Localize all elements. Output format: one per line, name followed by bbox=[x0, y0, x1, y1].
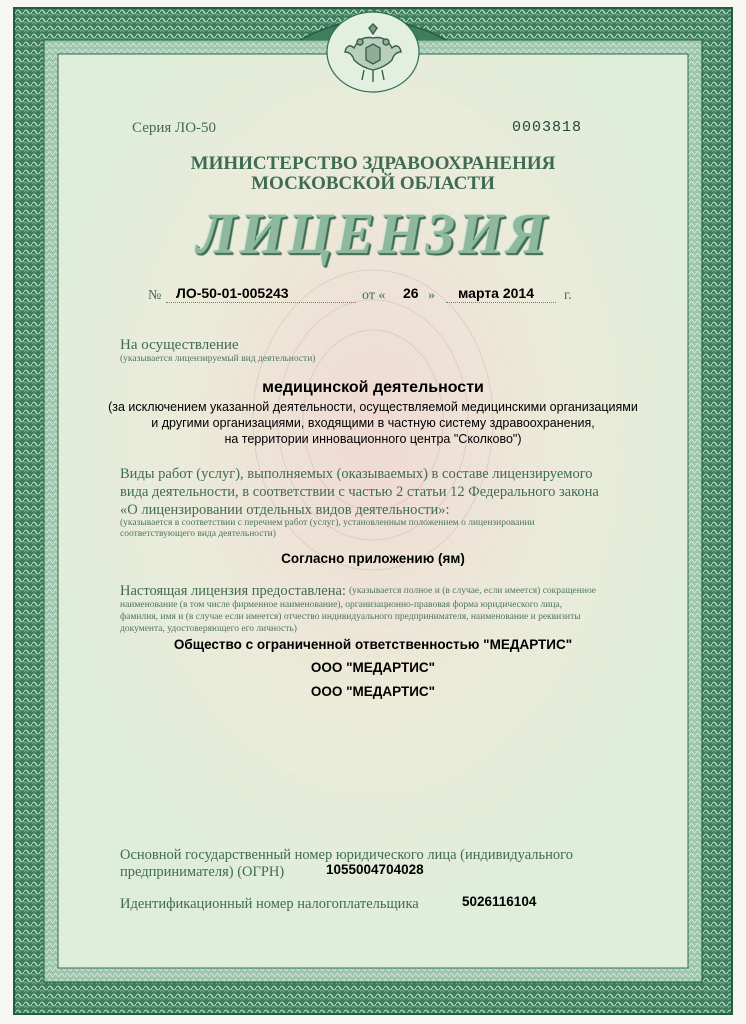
double-headed-eagle-emblem-icon bbox=[336, 18, 410, 92]
licensee-hint-first: (указывается полное и (в случае, если имеется) сокращенное bbox=[349, 586, 597, 596]
activity-exclusion-line: и другими организациями, входящими в частную систему здравоохранения, bbox=[151, 416, 595, 430]
ogrn-label-line1: Основной государственный номер юридического лица (индивидуального bbox=[120, 847, 573, 863]
inn-value: 5026116104 bbox=[462, 894, 537, 909]
works-description-line: вида деятельности, в соответствии с частью 2 статьи 12 Федерального закона bbox=[120, 484, 599, 500]
licensee-label: Настоящая лицензия предоставлена: bbox=[120, 583, 346, 599]
licensee-hint-line: наименование (в том числе фирменное наименование), организационно-правовая форма юридического лица, bbox=[120, 600, 563, 610]
licensee-full-name: Общество с ограниченной ответственностью "МЕДАРТИС" bbox=[173, 637, 573, 652]
works-hint bbox=[120, 518, 535, 540]
works-description-line: Виды работ (услуг), выполняемых (оказываемых) в составе лицензируемого bbox=[120, 466, 593, 482]
date-close-quote: » bbox=[428, 288, 435, 303]
year-suffix: г. bbox=[564, 288, 572, 303]
works-value: Согласно приложению (ям) bbox=[281, 551, 465, 566]
licensee-hint-line: фамилия, имя и (в случае если имеется) отчество индивидуального предпринимателя, наименование и реквизиты bbox=[120, 612, 581, 622]
license-day: 26 bbox=[403, 285, 419, 301]
works-hint-line: соответствующего вида деятельности) bbox=[120, 529, 276, 539]
serial-number: 0003818 bbox=[512, 119, 583, 136]
activity-exclusion-line: на территории инновационного центра "Сколково") bbox=[224, 432, 522, 446]
activity-hint: (указывается лицензируемый вид деятельности) bbox=[120, 354, 316, 364]
activity-name: медицинской деятельности bbox=[262, 379, 484, 396]
document-title: ЛИЦЕНЗИЯ bbox=[196, 201, 550, 266]
date-underline bbox=[446, 302, 556, 303]
inn-label: Идентификационный номер налогоплательщика bbox=[120, 896, 419, 912]
activity-exclusion bbox=[0, 399, 746, 447]
activity-exclusion-line: (за исключением указанной деятельности, осуществляемой медицинскими организациями bbox=[108, 400, 638, 414]
number-sign: № bbox=[148, 288, 162, 303]
ogrn-value: 1055004704028 bbox=[326, 862, 424, 877]
licensee-hint bbox=[120, 599, 581, 635]
licensee-short-name: ООО "МЕДАРТИС" bbox=[310, 660, 436, 675]
works-description-line: «О лицензировании отдельных видов деятельности»: bbox=[120, 502, 450, 518]
licensee-brand-name: ООО "МЕДАРТИС" bbox=[310, 684, 436, 699]
works-description bbox=[120, 465, 599, 519]
licensee-hint-line: документа, удостоверяющего его личность) bbox=[120, 624, 297, 634]
works-hint-line: (указывается в соответствии с перечнем работ (услуг), установленным положением о лицензировании bbox=[120, 518, 535, 528]
date-from-label: от « bbox=[362, 288, 386, 303]
license-month-year: марта 2014 bbox=[458, 285, 535, 301]
license-number: ЛО-50-01-005243 bbox=[176, 285, 289, 301]
number-underline bbox=[166, 302, 356, 303]
ministry-title-line2: МОСКОВСКОЙ ОБЛАСТИ bbox=[251, 173, 495, 194]
ministry-title-line1: МИНИСТЕРСТВО ЗДРАВООХРАНЕНИЯ bbox=[190, 153, 556, 174]
series-label: Серия ЛО-50 bbox=[132, 120, 217, 136]
ogrn-label-line2: предпринимателя) (ОГРН) bbox=[120, 864, 285, 880]
activity-label: На осуществление bbox=[120, 337, 239, 353]
